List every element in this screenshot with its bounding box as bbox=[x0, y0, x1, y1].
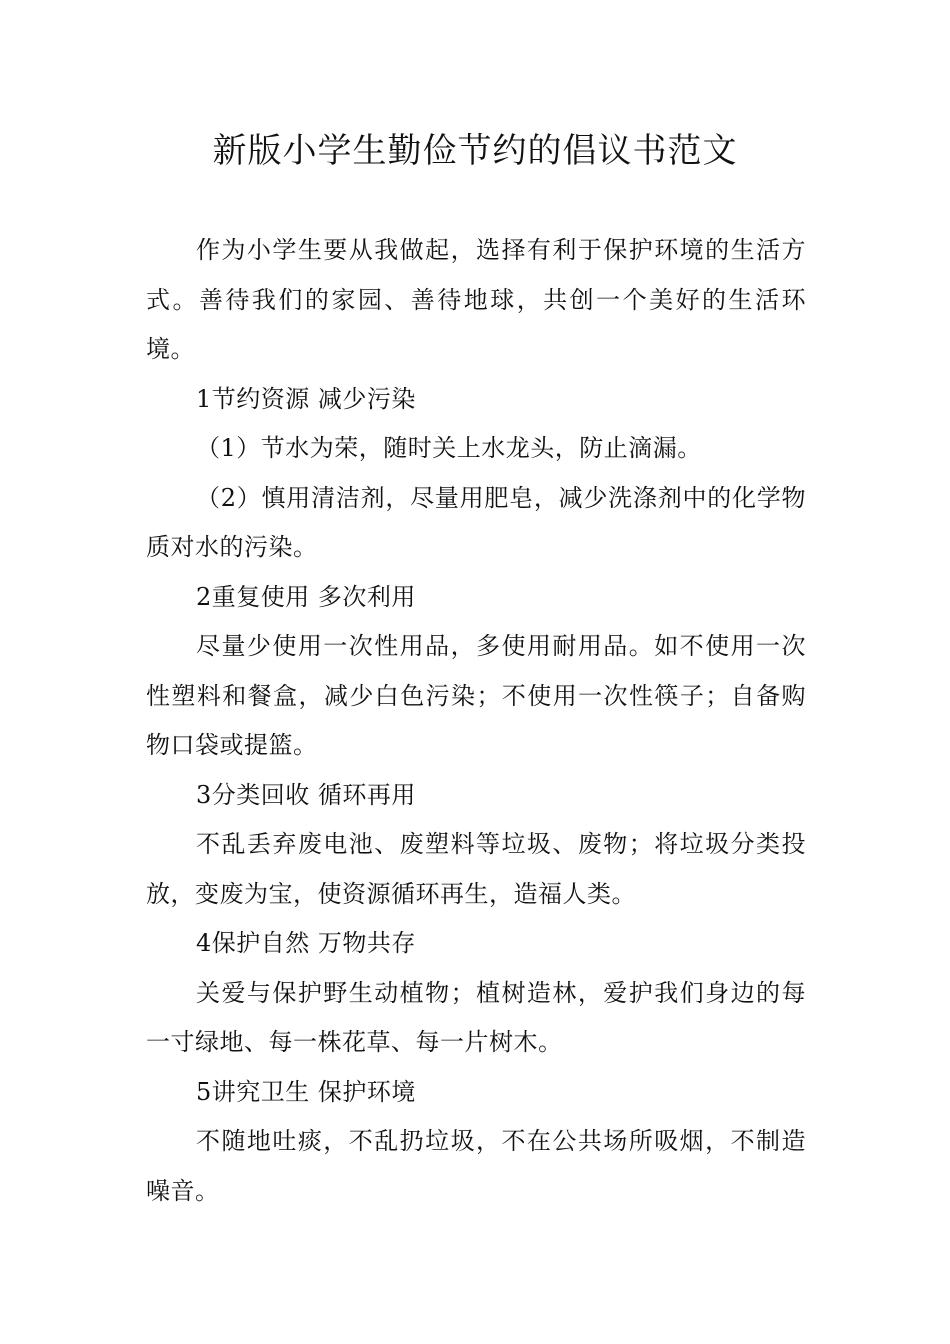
section-heading-2: 2重复使用 多次利用 bbox=[196, 582, 416, 611]
section-heading-4: 4保护自然 万物共存 bbox=[196, 929, 416, 957]
section-paragraph-5: 不随地吐痰，不乱扔垃圾，不在公共场所吸烟，不制造噪音。 bbox=[146, 1127, 806, 1205]
section-heading-1: 1节约资源 减少污染 bbox=[196, 384, 416, 413]
document-title: 新版小学生勤俭节约的倡议书范文 bbox=[212, 131, 738, 171]
section-paragraph-3: 不乱丢弃废电池、废塑料等垃圾、废物；将垃圾分类投放，变废为宝，使资源循环再生，造福人类。 bbox=[146, 830, 806, 908]
section-paragraph-2: 尽量少使用一次性用品，多使用耐用品。如不使用一次性塑料和餐盒，减少白色污染；不使用一次性筷子；自备购物口袋或提篮。 bbox=[146, 632, 806, 759]
intro-paragraph: 作为小学生要从我做起，选择有利于保护环境的生活方式。善待我们的家园、善待地球，共创一个美好的生活环境。 bbox=[146, 236, 806, 363]
section-heading-3: 3分类回收 循环再用 bbox=[196, 780, 416, 809]
section-paragraph-4: 关爱与保护野生动植物；植树造林，爱护我们身边的每一寸绿地、每一株花草、每一片树木。 bbox=[146, 978, 806, 1056]
list-item-1: （1）节水为荣，随时关上水龙头，防止滴漏。 bbox=[196, 434, 702, 462]
list-item-2: （2）慎用清洁剂，尽量用肥皂，减少洗涤剂中的化学物质对水的污染。 bbox=[146, 483, 806, 561]
document-body bbox=[146, 226, 806, 1216]
section-heading-5: 5讲究卫生 保护环境 bbox=[196, 1077, 416, 1106]
